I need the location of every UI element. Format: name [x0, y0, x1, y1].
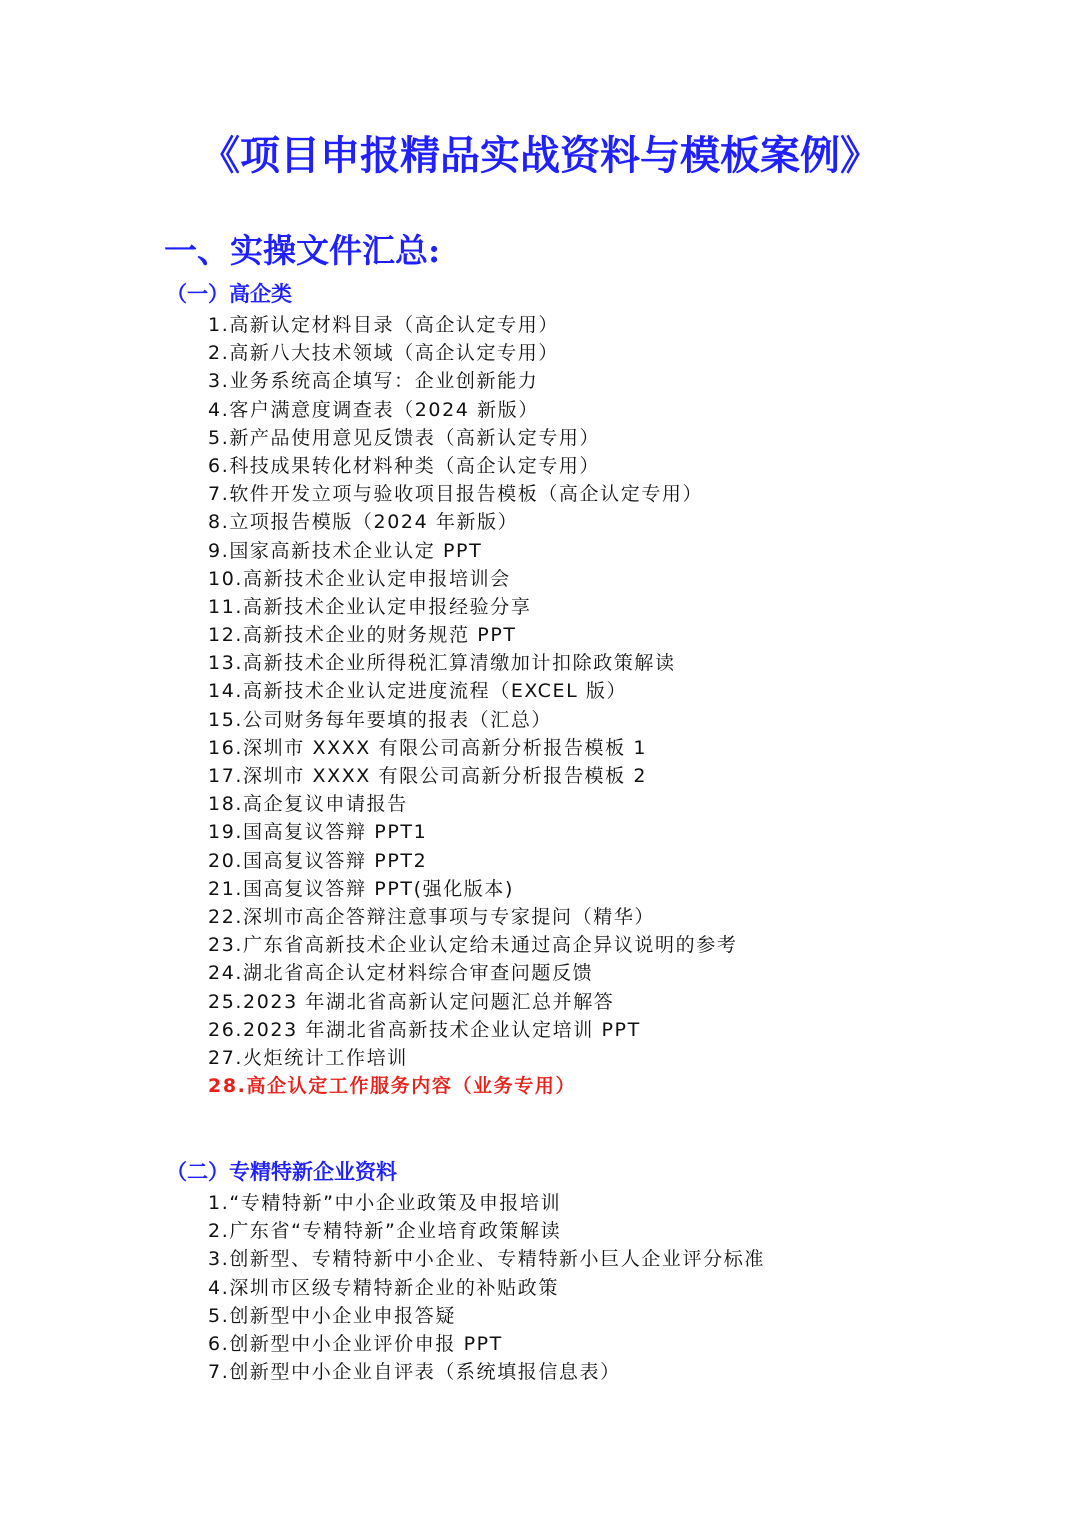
list-item: 24.湖北省高企认定材料综合审查问题反馈	[208, 962, 594, 985]
list-item: 11.高新技术企业认定申报经验分享	[208, 595, 532, 618]
list-item: 23.广东省高新技术企业认定给未通过高企异议说明的参考	[208, 934, 738, 957]
list-item: 16.深圳市 XXXX 有限公司高新分析报告模板 1	[208, 736, 648, 759]
list-item: 1.“专精特新”中小企业政策及申报培训	[208, 1192, 562, 1214]
item-list	[208, 311, 737, 1100]
list-item: 2.广东省“专精特新”企业培育政策解读	[208, 1220, 562, 1243]
list-item: 8.立项报告模版（2024 年新版）	[208, 511, 519, 534]
list-item: 27.火炬统计工作培训	[208, 1046, 408, 1069]
list-item: 5.新产品使用意见反馈表（高新认定专用）	[208, 426, 601, 449]
list-item: 10.高新技术企业认定申报培训会	[208, 567, 511, 590]
list-item: 17.深圳市 XXXX 有限公司高新分析报告模板 2	[208, 765, 648, 787]
list-item: 12.高新技术企业的财务规范 PPT	[208, 624, 517, 647]
list-item: 18.高企复议申请报告	[208, 793, 408, 816]
list-item: 21.国高复议答辩 PPT(强化版本)	[208, 877, 515, 900]
list-item: 9.国家高新技术企业认定 PPT	[208, 539, 483, 562]
list-item: 6.科技成果转化材料种类（高企认定专用）	[208, 454, 601, 477]
document-title: 《项目申报精品实战资料与模板案例》	[200, 132, 880, 179]
list-item: 4.客户满意度调查表（2024 新版）	[208, 398, 539, 421]
list-item: 2.高新八大技术领域（高企认定专用）	[208, 342, 559, 365]
list-item: 28.高企认定工作服务内容（业务专用）	[208, 1075, 577, 1098]
list-item: 25.2023 年湖北省高新认定问题汇总并解答	[208, 990, 615, 1013]
list-item: 19.国高复议答辩 PPT1	[208, 821, 428, 844]
subsection-heading: （二）专精特新企业资料	[166, 1159, 397, 1184]
section-heading: 一、实操文件汇总:	[164, 231, 441, 270]
list-item: 4.深圳市区级专精特新企业的补贴政策	[208, 1276, 559, 1299]
list-item: 26.2023 年湖北省高新技术企业认定培训 PPT	[208, 1018, 641, 1041]
list-item: 3.业务系统高企填写：企业创新能力	[208, 370, 539, 393]
list-item: 6.创新型中小企业评价申报 PPT	[208, 1332, 503, 1355]
list-item: 1.高新认定材料目录（高企认定专用）	[208, 314, 559, 336]
list-item: 5.创新型中小企业申报答疑	[208, 1304, 456, 1327]
list-item: 3.创新型、专精特新中小企业、专精特新小巨人企业评分标准	[208, 1248, 765, 1271]
list-item: 13.高新技术企业所得税汇算清缴加计扣除政策解读	[208, 652, 676, 675]
item-list	[208, 1189, 765, 1386]
list-item: 7.软件开发立项与验收项目报告模板（高企认定专用）	[208, 483, 704, 506]
list-item: 7.创新型中小企业自评表（系统填报信息表）	[208, 1361, 621, 1384]
list-item: 14.高新技术企业认定进度流程（EXCEL 版）	[208, 680, 628, 703]
list-item: 20.国高复议答辩 PPT2	[208, 849, 428, 872]
list-item: 22.深圳市高企答辩注意事项与专家提问（精华）	[208, 905, 656, 928]
subsection-heading: （一）高企类	[166, 281, 292, 306]
list-item: 15.公司财务每年要填的报表（汇总）	[208, 708, 553, 731]
